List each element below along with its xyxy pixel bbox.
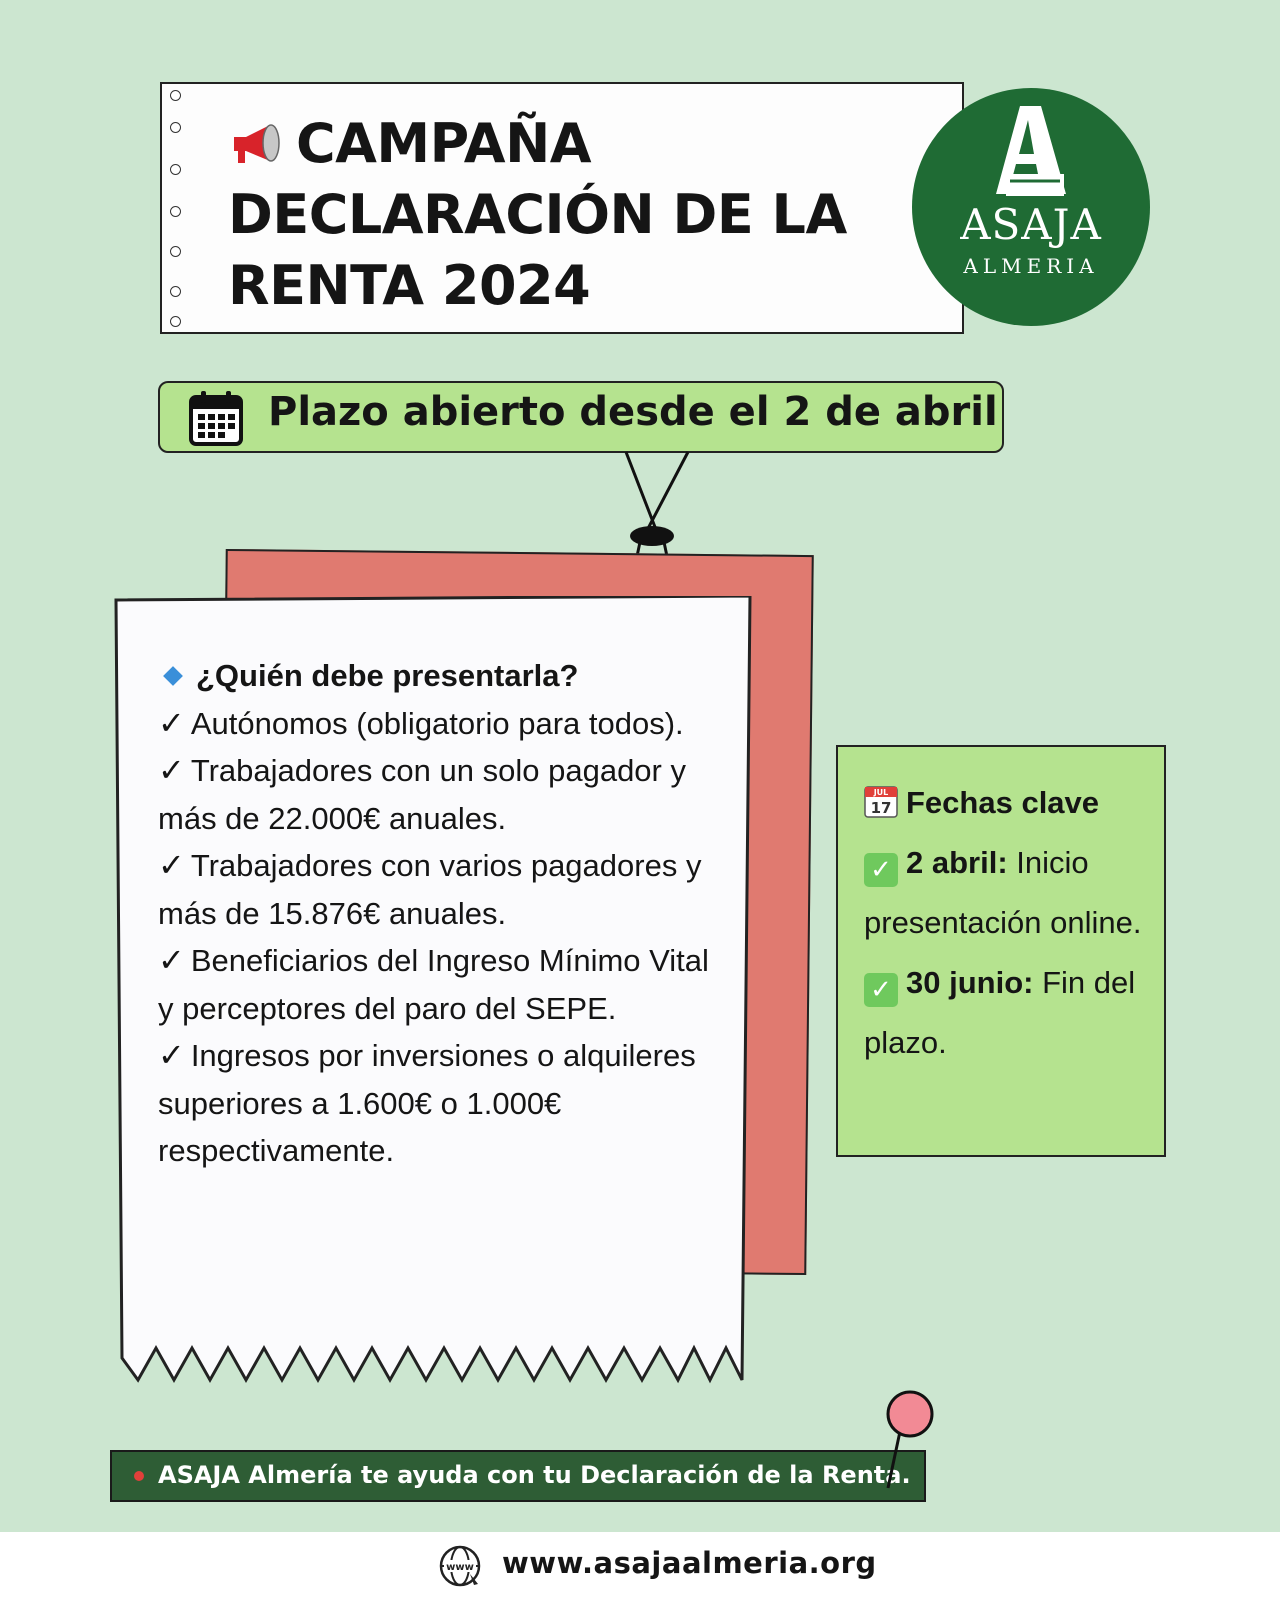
page-title <box>228 108 928 321</box>
list-item: ✓ Ingresos por inversiones o alquileres superiores a 1.600€ o 1.000€ respectivamente. <box>158 1036 696 1168</box>
green-check-icon: ✓ <box>864 973 898 1007</box>
key-date-item: ✓ 2 abril: Inicio presentación online. <box>864 845 1142 940</box>
title-line-1: CAMPAÑA <box>296 112 592 175</box>
key-date-item: ✓ 30 junio: Fin del plazo. <box>864 965 1136 1060</box>
list-item: ✓ Trabajadores con varios pagadores y más de 15.876€ anuales. <box>158 846 702 931</box>
logo-letter-a-icon <box>986 102 1076 202</box>
website-link[interactable]: www.asajaalmeria.org <box>502 1546 877 1580</box>
svg-text:www: www <box>446 1562 474 1573</box>
footer-text: ASAJA Almería te ayuda con tu Declaración de la Renta. <box>134 1461 911 1489</box>
checkmark-icon: ✓ <box>158 1036 185 1074</box>
key-dates-box <box>836 745 1166 1157</box>
svg-text:17: 17 <box>870 799 892 817</box>
tear-off-calendar-icon <box>864 784 898 818</box>
globe-icon <box>438 1544 482 1588</box>
title-line-3: RENTA 2024 <box>228 254 591 317</box>
title-card <box>160 82 964 334</box>
push-pin-icon <box>876 1388 942 1492</box>
checkmark-icon: ✓ <box>158 703 185 742</box>
svg-text:JUL: JUL <box>873 788 889 797</box>
green-check-icon: ✓ <box>864 853 898 887</box>
list-item: ✓ Trabajadores con un solo pagador y más de 22.000€ anuales. <box>158 751 686 836</box>
list-item: ✓ Autónomos (obligatorio para todos). <box>158 703 684 742</box>
deadline-text: Plazo abierto desde el 2 de abril <box>268 389 998 435</box>
asaja-logo <box>912 88 1150 326</box>
list-item: ✓ Beneficiarios del Ingreso Mínimo Vital y perceptores del paro del SEPE. <box>158 941 709 1026</box>
pin-icon <box>134 1471 144 1481</box>
megaphone-icon <box>228 120 286 166</box>
logo-name: ASAJA <box>960 200 1102 249</box>
checkmark-icon: ✓ <box>158 941 185 979</box>
blue-diamond-icon <box>163 666 183 686</box>
who-must-file-list <box>158 652 728 1175</box>
calendar-icon <box>188 389 244 447</box>
footer-strip <box>110 1450 926 1502</box>
website-bar <box>0 1532 1280 1600</box>
key-dates-heading: JUL 17 Fechas clave <box>864 773 1154 833</box>
who-heading: ¿Quién debe presentarla? <box>158 652 728 700</box>
checkmark-icon: ✓ <box>158 846 185 884</box>
logo-subtitle: ALMERIA <box>963 254 1099 278</box>
deadline-banner <box>158 381 1004 453</box>
title-line-2: DECLARACIÓN DE LA <box>228 183 847 246</box>
checkmark-icon: ✓ <box>158 751 185 789</box>
